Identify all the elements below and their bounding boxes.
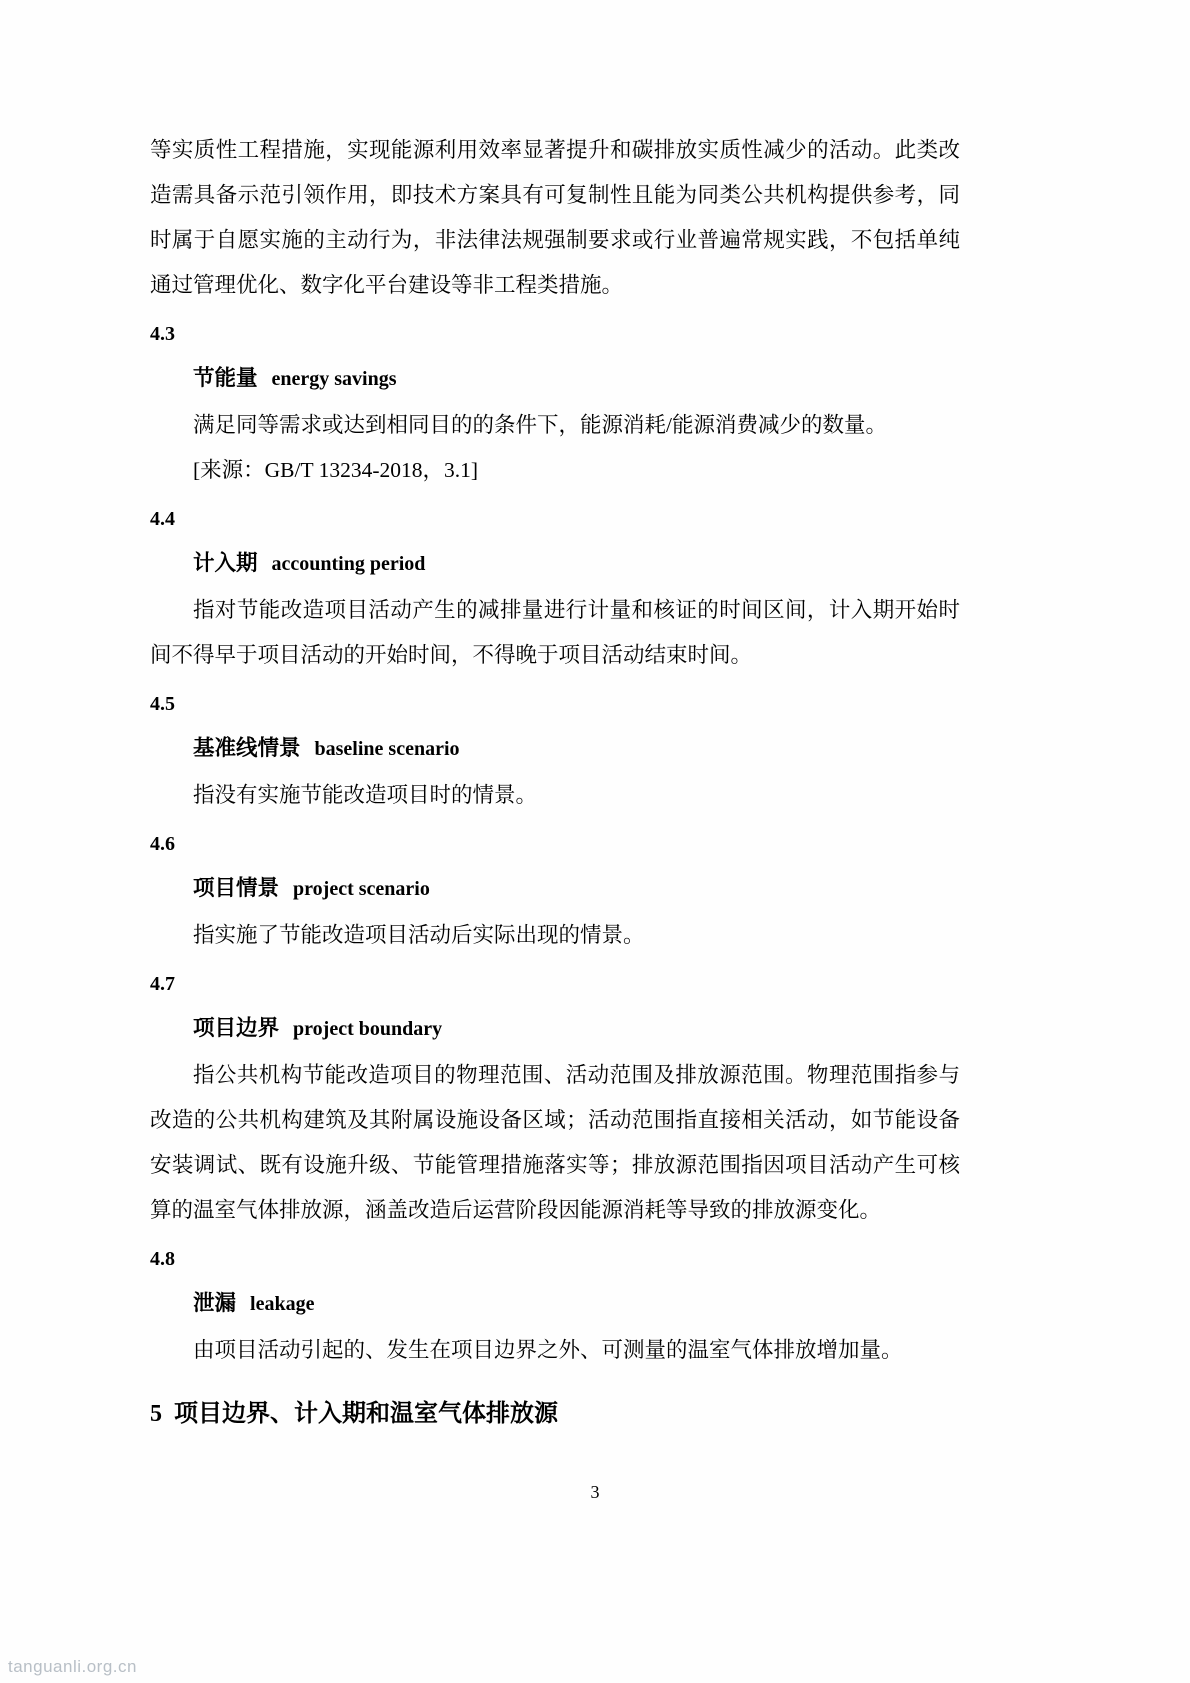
clause-number: 4.5 — [150, 693, 175, 715]
term-name-en: accounting period — [271, 553, 426, 575]
term-definition: 指公共机构节能改造项目的物理范围、活动范围及排放源范围。物理范围指参与改造的公共机构建筑及其附属设施设备区域；活动范围指直接相关活动，如节能设备安装调试、既有设施升级、节能管理措施落实等；排放源范围指因项目活动产生可核算的温室气体排放源，涵盖改造后运营阶段因能源消耗等导致的排放源变化。 — [150, 1063, 960, 1222]
page-number: 3 — [590, 1482, 600, 1502]
term-heading — [150, 1281, 960, 1328]
term-block-4-7 — [150, 958, 960, 1233]
term-name-cn: 项目边界 — [193, 1016, 280, 1040]
section-heading — [150, 1373, 960, 1439]
term-heading — [150, 866, 960, 913]
term-definition: 由项目活动引起的、发生在项目边界之外、可测量的温室气体排放增加量。 — [193, 1338, 903, 1362]
term-name-en: project boundary — [293, 1018, 443, 1040]
term-name-en: energy savings — [271, 368, 397, 390]
term-heading — [150, 356, 960, 403]
term-block-4-6 — [150, 818, 960, 958]
term-block-4-8 — [150, 1233, 960, 1373]
clause-number: 4.4 — [150, 508, 175, 530]
section-number: 5 — [150, 1401, 162, 1427]
term-heading — [150, 541, 960, 588]
clause-number: 4.3 — [150, 323, 175, 345]
watermark: tanguanli.org.cn — [8, 1657, 137, 1676]
term-name-cn: 节能量 — [193, 366, 258, 390]
term-name-cn: 泄漏 — [193, 1291, 237, 1315]
term-name-cn: 计入期 — [193, 551, 258, 575]
term-block-4-5 — [150, 678, 960, 818]
term-definition: 满足同等需求或达到相同目的的条件下，能源消耗/能源消费减少的数量。 — [193, 413, 887, 437]
term-block-4-4 — [150, 493, 960, 678]
term-source: [来源：GB/T 13234-2018，3.1] — [193, 458, 479, 482]
term-name-cn: 基准线情景 — [193, 736, 301, 760]
term-heading — [150, 1006, 960, 1053]
term-definition: 指实施了节能改造项目活动后实际出现的情景。 — [193, 923, 645, 947]
section-title: 项目边界、计入期和温室气体排放源 — [174, 1401, 558, 1427]
page-content — [150, 128, 960, 1439]
clause-number: 4.7 — [150, 973, 175, 995]
clause-number: 4.8 — [150, 1248, 175, 1270]
term-definition: 指没有实施节能改造项目时的情景。 — [193, 783, 538, 807]
clause-number: 4.6 — [150, 833, 175, 855]
term-name-en: baseline scenario — [314, 738, 460, 760]
continued-paragraph: 等实质性工程措施，实现能源利用效率显著提升和碳排放实质性减少的活动。此类改造需具备示范引领作用，即技术方案具有可复制性且能为同类公共机构提供参考，同时属于自愿实施的主动行为，非法律法规强制要求或行业普遍常规实践，不包括单纯通过管理优化、数字化平台建设等非工程类措施。 — [150, 138, 960, 297]
term-name-en: project scenario — [293, 878, 430, 900]
term-heading — [150, 726, 960, 773]
term-block-4-3 — [150, 308, 960, 493]
term-name-cn: 项目情景 — [193, 876, 280, 900]
term-name-en: leakage — [250, 1293, 315, 1315]
term-definition: 指对节能改造项目活动产生的减排量进行计量和核证的时间区间，计入期开始时间不得早于项目活动的开始时间，不得晚于项目活动结束时间。 — [150, 598, 960, 667]
